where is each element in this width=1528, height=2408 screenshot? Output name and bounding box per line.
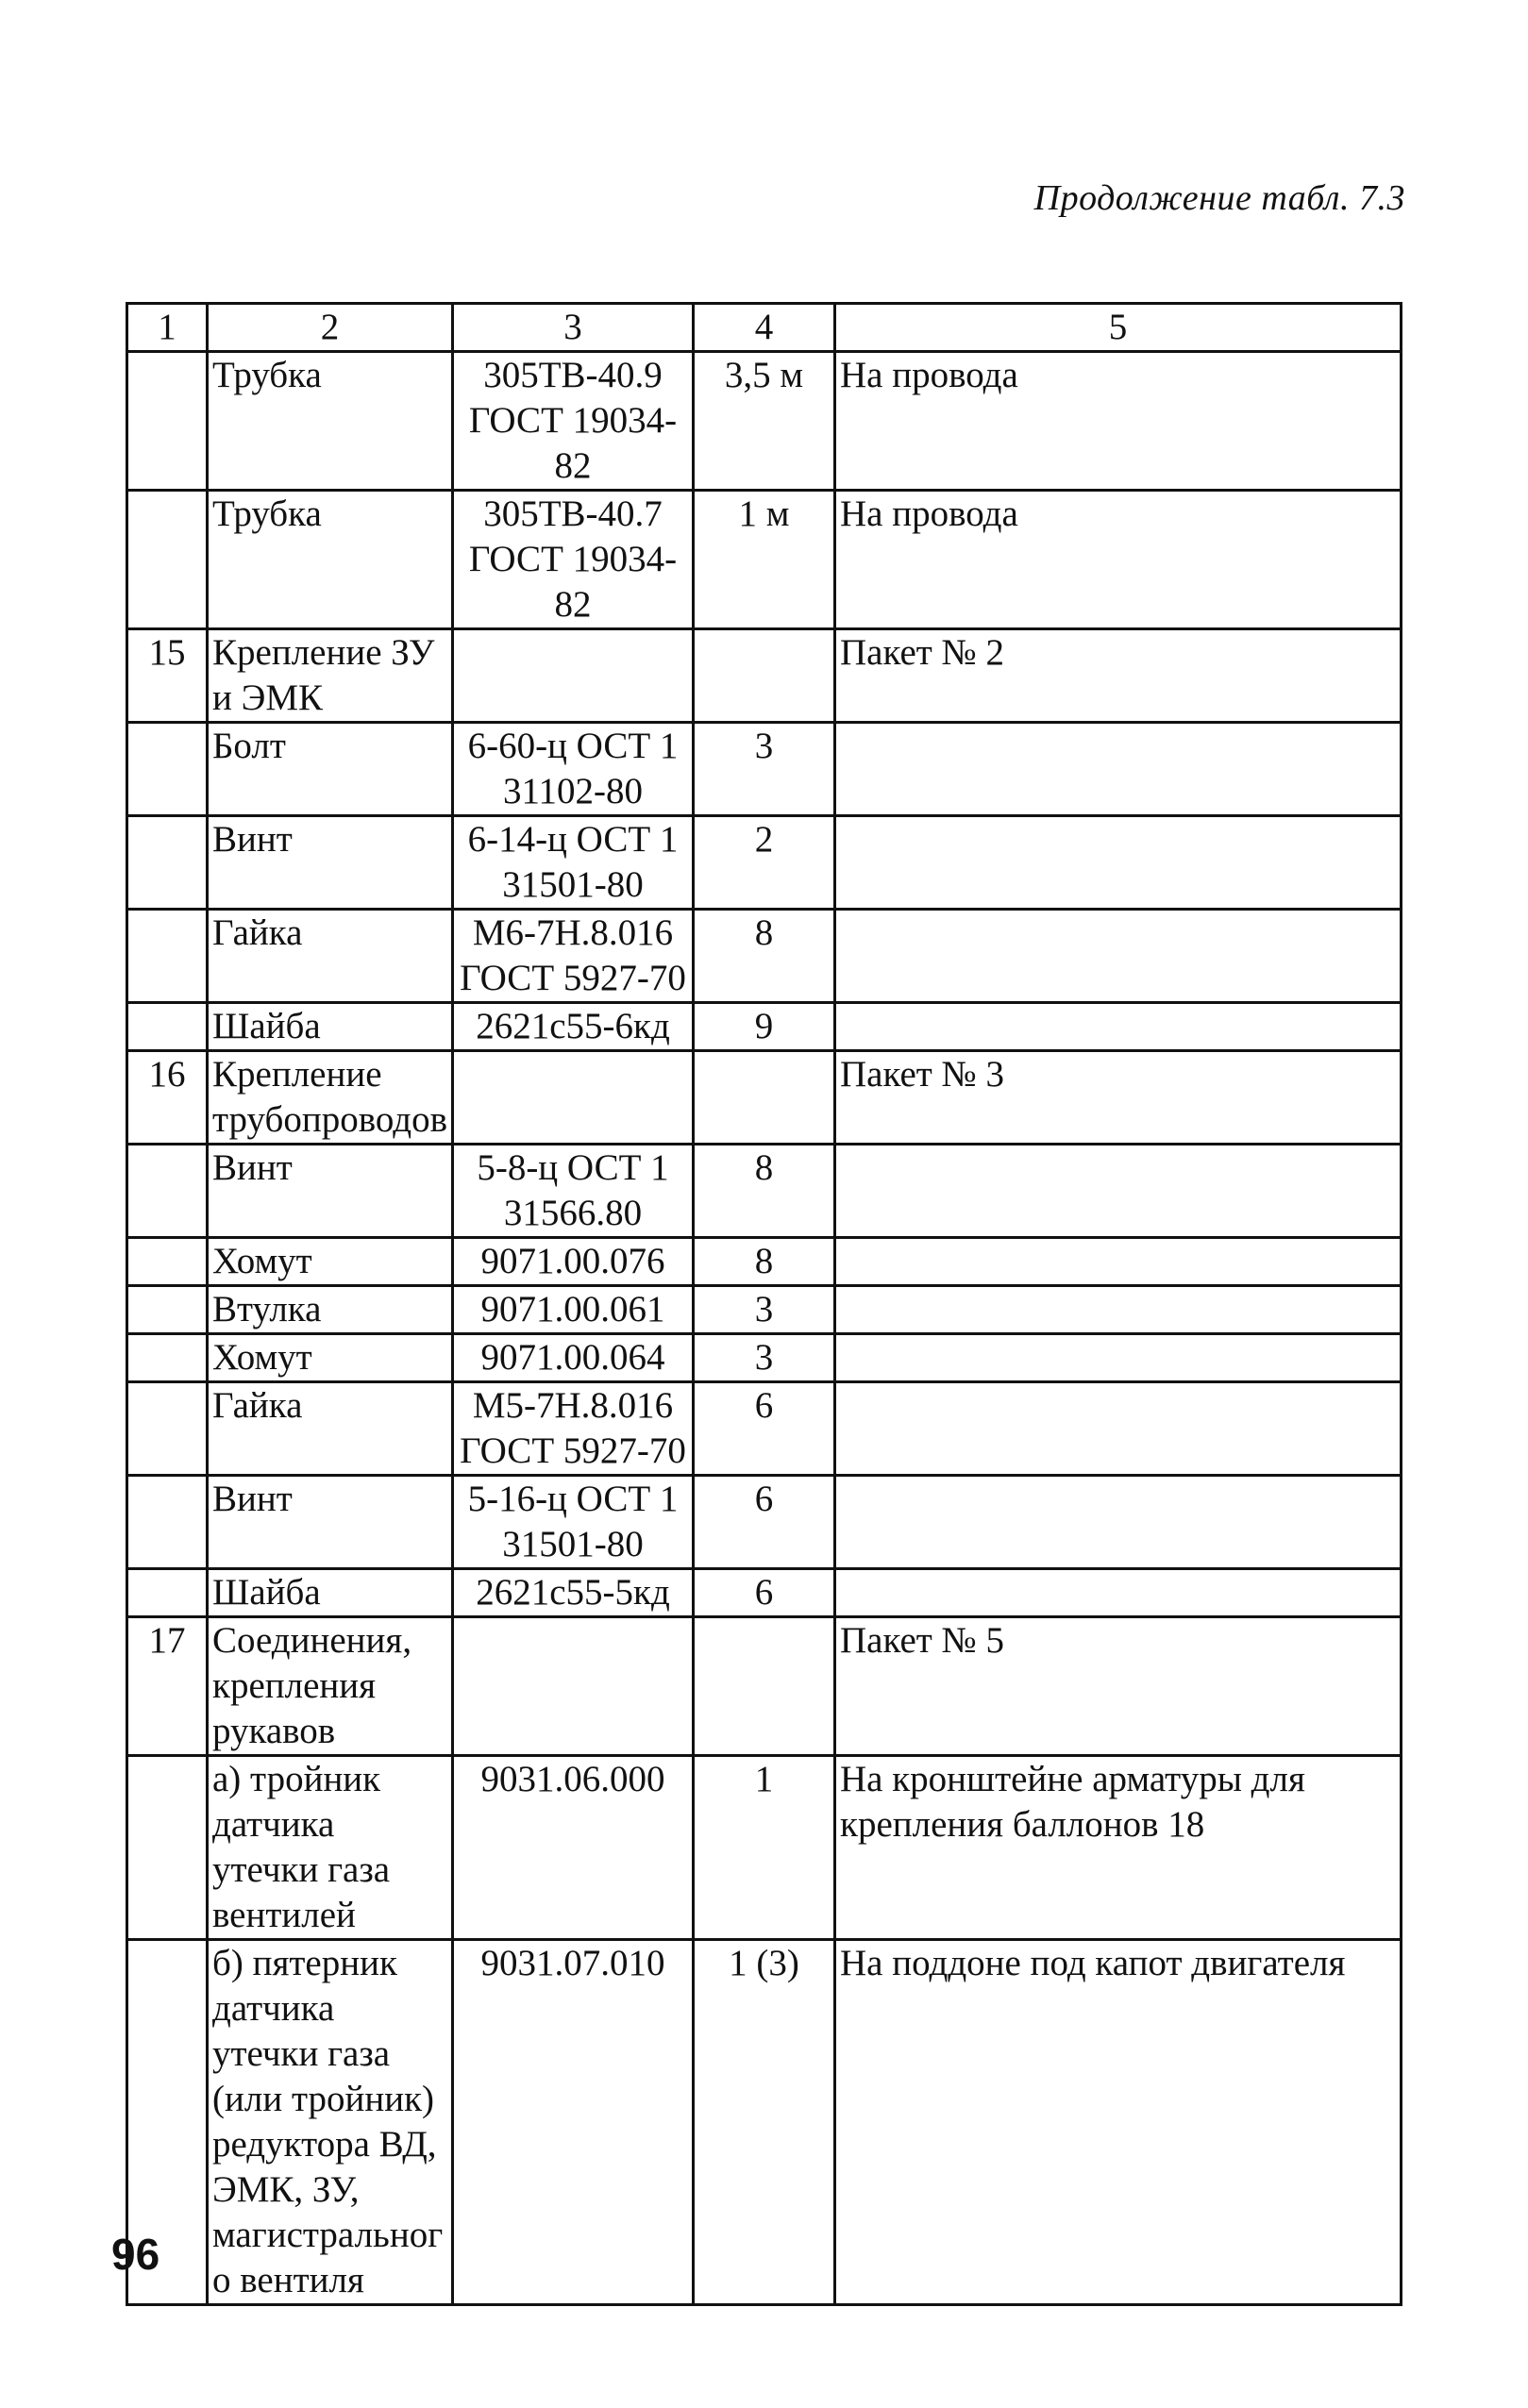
name-cell: Гайка <box>208 910 453 1003</box>
quantity-cell: 3 <box>694 1334 835 1382</box>
designation-cell: М6-7Н.8.016 ГОСТ 5927-70 <box>453 910 694 1003</box>
quantity-cell <box>694 629 835 723</box>
name-cell: Хомут <box>208 1238 453 1286</box>
item-number-cell <box>127 1238 208 1286</box>
designation-cell: 6-14-ц ОСТ 1 31501-80 <box>453 816 694 910</box>
name-cell: Трубка <box>208 491 453 629</box>
designation-cell <box>453 629 694 723</box>
note-cell <box>835 1569 1402 1617</box>
designation-cell: 9031.06.000 <box>453 1756 694 1940</box>
quantity-cell: 3,5 м <box>694 352 835 491</box>
note-cell <box>835 1476 1402 1569</box>
note-cell <box>835 1334 1402 1382</box>
item-number-cell <box>127 1756 208 1940</box>
note-cell <box>835 1382 1402 1476</box>
name-cell: Винт <box>208 1476 453 1569</box>
note-cell: Пакет № 2 <box>835 629 1402 723</box>
table-row <box>127 1238 1402 1286</box>
name-cell: Втулка <box>208 1286 453 1334</box>
quantity-cell <box>694 1051 835 1145</box>
table-row <box>127 1569 1402 1617</box>
designation-cell: 6-60-ц ОСТ 1 31102-80 <box>453 723 694 816</box>
item-number-cell: 16 <box>127 1051 208 1145</box>
table-row <box>127 1334 1402 1382</box>
note-cell: На провода <box>835 352 1402 491</box>
name-cell: Соединения, крепления рукавов <box>208 1617 453 1756</box>
item-number-cell <box>127 1145 208 1238</box>
designation-cell: 9071.00.064 <box>453 1334 694 1382</box>
table-row <box>127 1940 1402 2305</box>
name-cell: Гайка <box>208 1382 453 1476</box>
item-number-cell <box>127 1334 208 1382</box>
designation-cell: 9071.00.061 <box>453 1286 694 1334</box>
note-cell: На поддоне под капот двигателя <box>835 1940 1402 2305</box>
quantity-cell: 2 <box>694 816 835 910</box>
note-cell <box>835 1238 1402 1286</box>
quantity-cell: 3 <box>694 723 835 816</box>
table-row <box>127 352 1402 491</box>
quantity-cell: 1 (3) <box>694 1940 835 2305</box>
table-row <box>127 723 1402 816</box>
header-cell-1: 1 <box>127 304 208 352</box>
name-cell: Винт <box>208 1145 453 1238</box>
item-number-cell <box>127 1382 208 1476</box>
designation-cell: М5-7Н.8.016 ГОСТ 5927-70 <box>453 1382 694 1476</box>
page-number: 96 <box>111 2230 160 2279</box>
table-row <box>127 910 1402 1003</box>
note-cell: На провода <box>835 491 1402 629</box>
designation-cell: 9071.00.076 <box>453 1238 694 1286</box>
table-row <box>127 1145 1402 1238</box>
item-number-cell <box>127 491 208 629</box>
table-row <box>127 629 1402 723</box>
item-number-cell <box>127 1003 208 1051</box>
note-cell <box>835 1003 1402 1051</box>
name-cell: Шайба <box>208 1003 453 1051</box>
note-cell <box>835 816 1402 910</box>
designation-cell: 5-16-ц ОСТ 1 31501-80 <box>453 1476 694 1569</box>
designation-cell: 305ТВ-40.7 ГОСТ 19034-82 <box>453 491 694 629</box>
table-caption: Продолжение табл. 7.3 <box>1033 178 1405 218</box>
specification-table <box>126 302 1402 2306</box>
item-number-cell <box>127 910 208 1003</box>
designation-cell: 9031.07.010 <box>453 1940 694 2305</box>
quantity-cell: 6 <box>694 1476 835 1569</box>
quantity-cell: 8 <box>694 1145 835 1238</box>
table-header-row <box>127 304 1402 352</box>
quantity-cell: 1 <box>694 1756 835 1940</box>
item-number-cell <box>127 723 208 816</box>
header-cell-3: 3 <box>453 304 694 352</box>
table-row <box>127 1003 1402 1051</box>
name-cell: Крепление ЗУ и ЭМК <box>208 629 453 723</box>
name-cell: Хомут <box>208 1334 453 1382</box>
table-row <box>127 1617 1402 1756</box>
table-row <box>127 1051 1402 1145</box>
quantity-cell: 3 <box>694 1286 835 1334</box>
header-cell-5: 5 <box>835 304 1402 352</box>
item-number-cell <box>127 352 208 491</box>
designation-cell: 5-8-ц ОСТ 1 31566.80 <box>453 1145 694 1238</box>
item-number-cell: 15 <box>127 629 208 723</box>
item-number-cell: 17 <box>127 1617 208 1756</box>
designation-cell: 2621с55-5кд <box>453 1569 694 1617</box>
name-cell: Трубка <box>208 352 453 491</box>
note-cell <box>835 1145 1402 1238</box>
quantity-cell: 1 м <box>694 491 835 629</box>
header-cell-4: 4 <box>694 304 835 352</box>
quantity-cell: 6 <box>694 1569 835 1617</box>
note-cell: Пакет № 5 <box>835 1617 1402 1756</box>
table-row <box>127 1476 1402 1569</box>
item-number-cell <box>127 1286 208 1334</box>
quantity-cell <box>694 1617 835 1756</box>
note-cell: Пакет № 3 <box>835 1051 1402 1145</box>
note-cell <box>835 1286 1402 1334</box>
table-row <box>127 1286 1402 1334</box>
table-row <box>127 816 1402 910</box>
name-cell: Болт <box>208 723 453 816</box>
name-cell: б) пятерник датчика утечки газа (или тройник) редуктора ВД, ЭМК, ЗУ, магистрального вентиля <box>208 1940 453 2305</box>
note-cell <box>835 910 1402 1003</box>
table-row <box>127 1756 1402 1940</box>
name-cell: Крепление трубопроводов <box>208 1051 453 1145</box>
item-number-cell <box>127 1476 208 1569</box>
item-number-cell <box>127 1569 208 1617</box>
item-number-cell <box>127 816 208 910</box>
designation-cell <box>453 1051 694 1145</box>
table-row <box>127 1382 1402 1476</box>
note-cell: На кронштейне арматуры для крепления баллонов 18 <box>835 1756 1402 1940</box>
quantity-cell: 8 <box>694 1238 835 1286</box>
name-cell: Шайба <box>208 1569 453 1617</box>
note-cell <box>835 723 1402 816</box>
name-cell: а) тройник датчика утечки газа вентилей <box>208 1756 453 1940</box>
quantity-cell: 6 <box>694 1382 835 1476</box>
header-cell-2: 2 <box>208 304 453 352</box>
table-row <box>127 491 1402 629</box>
designation-cell <box>453 1617 694 1756</box>
designation-cell: 305ТВ-40.9 ГОСТ 19034-82 <box>453 352 694 491</box>
quantity-cell: 8 <box>694 910 835 1003</box>
designation-cell: 2621с55-6кд <box>453 1003 694 1051</box>
quantity-cell: 9 <box>694 1003 835 1051</box>
name-cell: Винт <box>208 816 453 910</box>
